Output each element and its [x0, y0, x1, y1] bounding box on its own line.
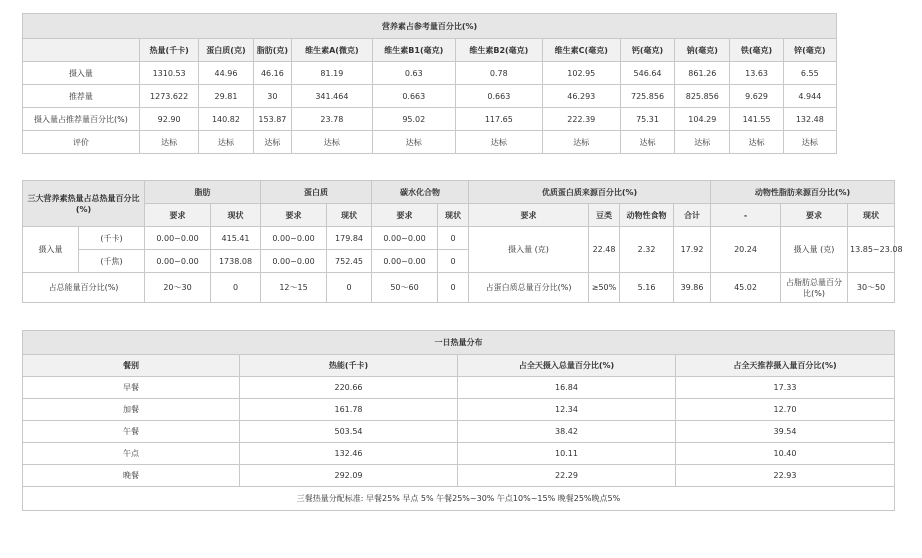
column-header: 要求 — [372, 204, 438, 227]
cell: 0.00~0.00 — [261, 227, 327, 250]
cell: 95.02 — [372, 108, 455, 131]
cell: 161.78 — [240, 399, 458, 421]
cell: 2.32 — [620, 227, 674, 273]
column-header: 锌(毫克) — [783, 39, 836, 62]
meal-allocation-note: 三餐热量分配标准: 早餐25% 早点 5% 午餐25%~30% 午点10%~15% 晚餐25%晚点5% — [23, 487, 895, 511]
cell: 29.81 — [199, 85, 253, 108]
group-header-protein: 蛋白质 — [261, 181, 372, 204]
cell: 0.663 — [372, 85, 455, 108]
column-header: 现状 — [848, 204, 895, 227]
table-row — [23, 227, 895, 250]
cell: 825.856 — [675, 85, 730, 108]
cell: 341.464 — [292, 85, 372, 108]
cell: 13.63 — [730, 62, 783, 85]
cell: 292.09 — [240, 465, 458, 487]
column-header: 铁(毫克) — [730, 39, 783, 62]
table-title: 营养素占参考量百分比(%) — [23, 14, 837, 39]
cell: 0.00~0.00 — [372, 227, 438, 250]
nutrient-reference-table — [22, 13, 837, 154]
cell: 39.86 — [674, 273, 711, 303]
cell: 达标 — [139, 131, 198, 154]
row-label: 摄入量占推荐量百分比(%) — [23, 108, 140, 131]
cell: 达标 — [292, 131, 372, 154]
cell: 16.84 — [458, 377, 676, 399]
table-row — [23, 399, 895, 421]
cell: 46.293 — [542, 85, 620, 108]
cell: 0 — [438, 273, 469, 303]
cell: 0 — [438, 227, 469, 250]
column-header: 脂肪(克) — [253, 39, 292, 62]
group-header-animal-fat: 动物性脂肪来源百分比(%) — [711, 181, 895, 204]
group-header-fat: 脂肪 — [145, 181, 261, 204]
cell: 9.629 — [730, 85, 783, 108]
column-header: 维生素B1(毫克) — [372, 39, 455, 62]
column-header: 豆类 — [589, 204, 620, 227]
cell: 23.78 — [292, 108, 372, 131]
cell: 75.31 — [620, 108, 674, 131]
table-title: 一日热量分布 — [23, 331, 895, 355]
cell: 503.54 — [240, 421, 458, 443]
cell: 13.85~23.08 — [848, 227, 895, 273]
cell: 415.41 — [211, 227, 261, 250]
table-row — [23, 131, 837, 154]
cell: 22.48 — [589, 227, 620, 273]
column-header: 要求 — [781, 204, 848, 227]
cell: 132.46 — [240, 443, 458, 465]
cell: 546.64 — [620, 62, 674, 85]
macronutrient-table — [22, 180, 903, 303]
cell: 0.00~0.00 — [145, 227, 211, 250]
cell: 1273.622 — [139, 85, 198, 108]
cell: 39.54 — [676, 421, 895, 443]
footnote-row — [23, 487, 895, 511]
column-header: 要求 — [469, 204, 589, 227]
row-label: 午点 — [23, 443, 240, 465]
cell: 17.33 — [676, 377, 895, 399]
cell: 132.48 — [783, 108, 836, 131]
cell: 12～15 — [261, 273, 327, 303]
cell: 0.663 — [456, 85, 543, 108]
cell: 0 — [327, 273, 372, 303]
cell: 12.70 — [676, 399, 895, 421]
cell: 0 — [211, 273, 261, 303]
cell: 861.26 — [675, 62, 730, 85]
column-header: 蛋白质(克) — [199, 39, 253, 62]
column-header: 要求 — [261, 204, 327, 227]
row-label: 加餐 — [23, 399, 240, 421]
table-row — [23, 465, 895, 487]
cell: 20～30 — [145, 273, 211, 303]
column-header: 现状 — [438, 204, 469, 227]
cell: 117.65 — [456, 108, 543, 131]
column-header: - — [711, 204, 781, 227]
cell: 46.16 — [253, 62, 292, 85]
column-header: 现状 — [327, 204, 372, 227]
cell: 5.16 — [620, 273, 674, 303]
column-header: 维生素B2(毫克) — [456, 39, 543, 62]
cell: 179.84 — [327, 227, 372, 250]
cell: 140.82 — [199, 108, 253, 131]
column-header — [23, 39, 140, 62]
cell: 0.00~0.00 — [261, 250, 327, 273]
row-label: 推荐量 — [23, 85, 140, 108]
row-label: 摄入量 (克) — [781, 227, 848, 273]
table-row — [23, 273, 895, 303]
cell: 0.63 — [372, 62, 455, 85]
row-label: 占蛋白质总量百分比(%) — [469, 273, 589, 303]
row-label: 晚餐 — [23, 465, 240, 487]
cell: 达标 — [199, 131, 253, 154]
column-header: 动物性食物 — [620, 204, 674, 227]
column-header: 维生素C(毫克) — [542, 39, 620, 62]
cell: 81.19 — [292, 62, 372, 85]
column-header: 钠(毫克) — [675, 39, 730, 62]
table-row — [23, 108, 837, 131]
cell: 725.856 — [620, 85, 674, 108]
daily-energy-distribution-table — [22, 330, 895, 511]
column-header: 热能(千卡) — [240, 355, 458, 377]
cell: 10.40 — [676, 443, 895, 465]
cell: 6.55 — [783, 62, 836, 85]
cell: 220.66 — [240, 377, 458, 399]
cell: ≥50% — [589, 273, 620, 303]
cell: 38.42 — [458, 421, 676, 443]
cell: 45.02 — [711, 273, 781, 303]
column-header: 占全天推荐摄入量百分比(%) — [676, 355, 895, 377]
cell: 达标 — [620, 131, 674, 154]
cell: 1310.53 — [139, 62, 198, 85]
row-label: 摄入量 (克) — [469, 227, 589, 273]
column-header: 现状 — [211, 204, 261, 227]
row-label: 摄入量 — [23, 227, 79, 273]
cell: 22.93 — [676, 465, 895, 487]
table-row — [23, 377, 895, 399]
table-row — [23, 421, 895, 443]
cell: 达标 — [372, 131, 455, 154]
cell: 0.00~0.00 — [372, 250, 438, 273]
corner-header: 三大营养素热量占总热量百分比(%) — [23, 181, 145, 227]
cell: 17.92 — [674, 227, 711, 273]
cell: 0.00~0.00 — [145, 250, 211, 273]
column-header: 要求 — [145, 204, 211, 227]
cell: 30 — [253, 85, 292, 108]
cell: 达标 — [456, 131, 543, 154]
cell: 92.90 — [139, 108, 198, 131]
cell: 0 — [438, 250, 469, 273]
row-label: 摄入量 — [23, 62, 140, 85]
cell: 222.39 — [542, 108, 620, 131]
cell: 达标 — [675, 131, 730, 154]
cell: 0.78 — [456, 62, 543, 85]
cell: 141.55 — [730, 108, 783, 131]
column-header: 热量(千卡) — [139, 39, 198, 62]
cell: 50～60 — [372, 273, 438, 303]
row-label: 评价 — [23, 131, 140, 154]
group-header-carb: 碳水化合物 — [372, 181, 469, 204]
cell: 30～50 — [848, 273, 895, 303]
cell: 153.87 — [253, 108, 292, 131]
row-label: 占总能量百分比(%) — [23, 273, 145, 303]
row-label: 占脂肪总量百分比(%) — [781, 273, 848, 303]
table-row — [23, 62, 837, 85]
cell: 20.24 — [711, 227, 781, 273]
cell: 达标 — [730, 131, 783, 154]
unit-label: (千卡) — [79, 227, 145, 250]
column-header: 合计 — [674, 204, 711, 227]
cell: 1738.08 — [211, 250, 261, 273]
cell: 44.96 — [199, 62, 253, 85]
row-label: 早餐 — [23, 377, 240, 399]
column-header: 占全天摄入总量百分比(%) — [458, 355, 676, 377]
table-row — [23, 85, 837, 108]
cell: 4.944 — [783, 85, 836, 108]
cell: 达标 — [253, 131, 292, 154]
column-header: 维生素A(微克) — [292, 39, 372, 62]
column-header: 餐别 — [23, 355, 240, 377]
unit-label: (千焦) — [79, 250, 145, 273]
group-header-quality-protein: 优质蛋白质来源百分比(%) — [469, 181, 711, 204]
cell: 12.34 — [458, 399, 676, 421]
cell: 102.95 — [542, 62, 620, 85]
row-label: 午餐 — [23, 421, 240, 443]
cell: 10.11 — [458, 443, 676, 465]
cell: 达标 — [783, 131, 836, 154]
cell: 22.29 — [458, 465, 676, 487]
cell: 752.45 — [327, 250, 372, 273]
table-row — [23, 443, 895, 465]
cell: 104.29 — [675, 108, 730, 131]
cell: 达标 — [542, 131, 620, 154]
column-header: 钙(毫克) — [620, 39, 674, 62]
